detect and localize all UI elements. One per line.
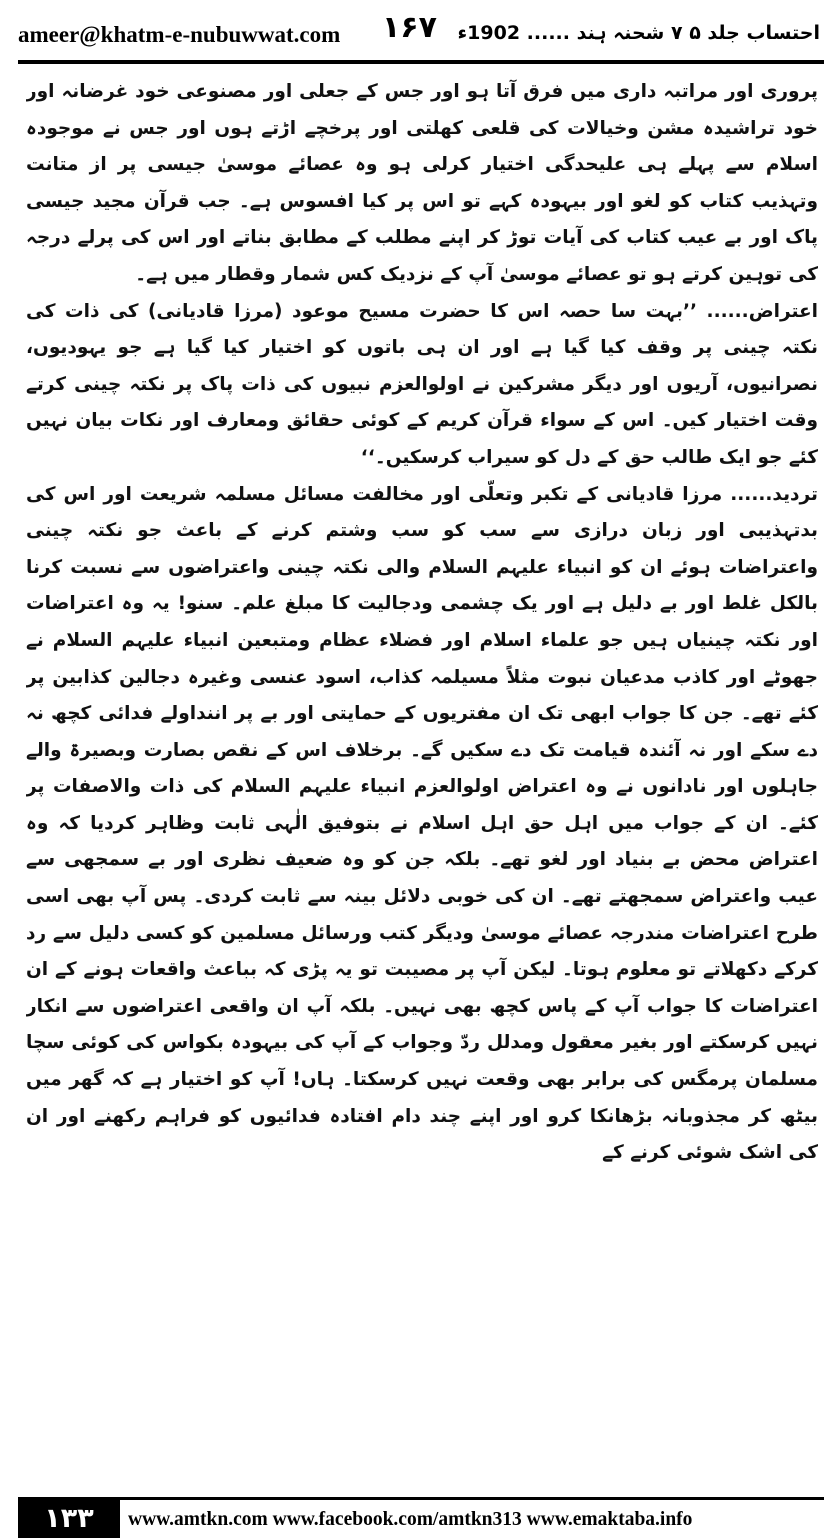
page-body: [26, 74, 818, 1449]
rebuttal-paragraph: [26, 477, 818, 1172]
header-email[interactable]: ameer@khatm-e-nubuwwat.com: [18, 22, 341, 47]
footer-divider: [18, 1497, 824, 1500]
header-title: احتساب جلد ۵ ۷ شحنہ ہند ...... 1902ء: [457, 22, 820, 44]
header-page-number: ۱۶۷: [382, 10, 437, 45]
objection-text: ’’بہت سا حصہ اس کا حضرت مسیح موعود (مرزا قادیانی) کی ذات کی نکتہ چینی پر وقف کیا گیا ہے اور ان ہی باتوں کو اختیار کیا گیا ہے جو یہودیوں، نصرانیوں، آریوں اور دیگر مشرکین نے اولوالعزم نبیوں کی ذات پاک پر نکتہ چینی کرتے وقت اختیار کیں۔ اس کے سواء قرآن کریم کے کوئی حقائق ومعارف اور نکات بیان نہیں کئے جو ایک طالب حق کے دل کو سیراب کرسکیں۔‘‘: [26, 300, 818, 468]
header-divider: [18, 60, 824, 64]
footer-page-number: ۱۳۳: [18, 1500, 120, 1538]
footer-links[interactable]: www.amtkn.com www.facebook.com/amtkn313 www.emaktaba.info: [128, 1509, 693, 1530]
page-header: [0, 0, 840, 60]
rebuttal-text: مرزا قادیانی کے تکبر وتعلّی اور مخالفت مسائل مسلمہ شریعت اور اس کی بدتہذیبی اور زبان درازی سے سب کو سب وشتم کرنے کے باعث جو نکتہ چینی واعتراضات ہوئے ان کو انبیاء علیہم السلام والی نکتہ چینی واعتراضوں سے نسبت کرنا بالکل غلط اور بے دلیل ہے اور یک چشمی ودجالیت کا مبلغ علم۔ سنو! یہ وہ اعتراضات اور نکتہ چینیاں ہیں جو علماء اسلام اور فضلاء عظام ومتبعین انبیاء علیہم السلام نے جھوٹے اور کاذب مدعیان نبوت مثلاً مسیلمہ کذاب، اسود عنسی وغیرہ دجالین کذابین پر کئے تھے۔ جن کا جواب ابھی تک ان مفتریوں کے حمایتی اور بے پر اننداولے فدائی کچھ نہ دے سکے اور نہ آئندہ قیامت تک دے سکیں گے۔ برخلاف اس کے نقص بصارت وبصیرۃ والے جاہلوں اور نادانوں نے وہ اعتراض اولوالعزم انبیاء علیہم السلام کی ذات والاصفات پر کئے۔ ان کے جواب میں اہل حق اہل اسلام نے بتوفیق الٰہی ثابت وظاہر کردیا کہ وہ اعتراض محض بے بنیاد اور لغو تھے۔ بلکہ جن کو وہ ضعیف نظری اور بے سمجھی سے عیب واعتراض سمجھتے تھے۔ ان کی خوبی دلائل بینہ سے ثابت کردی۔ پس آپ بھی اسی طرح اعتراضات مندرجہ عصائے موسیٰ ودیگر کتب ورسائل مسلمین کو کسی دلیل سے رد کرکے دکھلاتے تو معلوم ہوتا۔ لیکن آپ پر مصیبت تو یہ پڑی کہ بباعث واقعات ہونے کے ان اعتراضات کا جواب آپ کے پاس کچھ بھی نہیں۔ بلکہ آپ ان واقعی اعتراضوں سے انکار نہیں کرسکتے اور بغیر معقول ومدلل ردّ وجواب کے آپ کی بیہودہ بکواس کی کوئی سچا مسلمان پرمگس کی برابر بھی وقعت نہیں کرسکتا۔ ہاں! آپ کو اختیار ہے کہ گھر میں بیٹھ کر مجذوبانہ بڑھانکا کرو اور اپنے چند دام افتادہ فدائیوں کو فراہم رکھنے اور ان کی اشک شوئی کرنے کے: [26, 483, 818, 1164]
intro-paragraph: پروری اور مراتبہ داری میں فرق آتا ہو اور جس کے جعلی اور مصنوعی خود غرضانہ اور خود تراشیدہ مشن وخیالات کی قلعی کھلتی اور پرخچے اڑتے ہوں اور جس نے موجودہ اسلام سے پہلے ہی علیحدگی اختیار کرلی ہو وہ عصائے موسیٰ جیسی پر از متانت وتہذیب کتاب کو لغو اور بیہودہ کہے تو اس پر کیا افسوس ہے۔ جب قرآن مجید جیسی پاک اور بے عیب کتاب کی آیات توڑ کر اپنے مطلب کے مطابق بناتے اور اس کی پرلے درجہ کی توہین کرتے ہو تو عصائے موسیٰ آپ کے نزدیک کس شمار وقطار میں ہے۔: [26, 81, 818, 285]
objection-label: اعتراض......: [706, 300, 818, 322]
rebuttal-label: تردید......: [730, 483, 818, 505]
objection-paragraph: [26, 294, 818, 477]
